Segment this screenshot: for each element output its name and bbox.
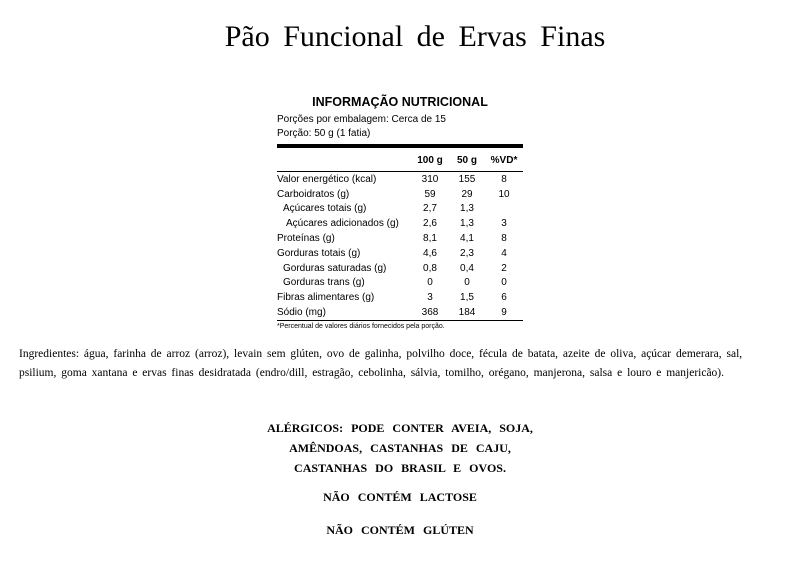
value-vd: 8 [501,173,507,185]
value-vd: 4 [501,247,507,259]
nutrition-row [277,305,523,320]
value-vd: 10 [498,188,510,200]
column-header-100g: 100 g [411,151,449,172]
value-vd [485,202,523,217]
value-vd: 8 [501,233,507,245]
nutrition-row [277,261,523,276]
allergen-line: AMÊNDOAS, CASTANHAS DE CAJU, [289,441,511,455]
value-50g: 2,3 [460,247,474,259]
value-100g: 8,1 [423,233,437,245]
value-100g: 3 [427,292,433,304]
value-vd: 9 [485,305,523,320]
value-100g: 310 [421,173,439,185]
nutrition-header-row [277,151,523,172]
value-50g: 4,1 [460,233,474,245]
allergen-warning [0,418,800,478]
allergen-line: CASTANHAS DO BRASIL E OVOS. [294,461,506,475]
value-50g: 0 [464,277,470,289]
nutrient-label: Gorduras totais (g) [277,247,361,259]
nutrient-label: Açúcares totais (g) [283,203,367,215]
value-100g: 59 [424,188,436,200]
nutrition-row [277,276,523,291]
value-100g: 368 [411,305,449,320]
value-vd: 0 [501,277,507,289]
value-50g: 1,3 [460,203,474,215]
ingredients-text: Ingredientes: água, farinha de arroz (arroz), levain sem glúten, ovo de galinha, polvilho doce, fécula de batata, azeite de oliva, açúcar demerara, sal, psilium, goma xantana e ervas finas desidratada (endro/dill, estragão, cebolinha, sálvia, tomilho, orégano, manjerona, salsa e louro e manjericão). [19,348,743,379]
nutrient-label: Açúcares adicionados (g) [286,218,399,230]
nutrition-row [277,246,523,261]
column-header-50g: 50 g [449,151,485,172]
nutrient-label: Fibras alimentares (g) [277,292,375,304]
nutrient-label: Valor energético (kcal) [277,173,377,185]
lactose-free-claim: NÃO CONTÉM LACTOSE [323,490,477,504]
nutrient-label: Gorduras trans (g) [283,277,365,289]
gluten-free-claim: NÃO CONTÉM GLÚTEN [326,523,474,537]
nutrition-thick-rule [277,144,523,148]
serving-size: Porção: 50 g (1 fatia) [277,128,371,139]
nutrition-row [277,172,523,187]
nutrition-row [277,202,523,217]
value-100g: 2,6 [423,218,437,230]
value-50g: 29 [461,188,473,200]
value-vd: 6 [501,292,507,304]
value-vd: 3 [501,218,507,230]
nutrient-label: Gorduras saturadas (g) [283,262,387,274]
nutrition-footnote: *Percentual de valores diários fornecidos pela porção. [277,322,445,330]
allergen-line: ALÉRGICOS: PODE CONTER AVEIA, SOJA, [267,421,533,435]
nutrition-facts-panel [277,95,523,330]
value-100g: 2,7 [423,203,437,215]
value-100g: 0,8 [423,262,437,274]
value-50g: 1,5 [460,292,474,304]
value-50g: 155 [458,173,476,185]
column-header-label [277,151,411,172]
nutrition-table [277,151,523,321]
value-50g: 184 [449,305,485,320]
value-100g: 0 [427,277,433,289]
product-title: Pão Funcional de Ervas Finas [224,20,606,53]
nutrient-label: Carboidratos (g) [277,188,350,200]
servings-per-package: Porções por embalagem: Cerca de 15 [277,114,446,125]
value-vd: 2 [501,262,507,274]
nutrition-row [277,290,523,305]
nutrition-heading: INFORMAÇÃO NUTRICIONAL [312,95,488,109]
value-50g: 1,3 [460,218,474,230]
nutrient-label: Proteínas (g) [277,233,335,245]
value-100g: 4,6 [423,247,437,259]
column-header-vd: %VD* [485,151,523,172]
nutrition-row [277,187,523,202]
nutrition-row [277,216,523,231]
nutrient-label: Sódio (mg) [277,305,411,320]
value-50g: 0,4 [460,262,474,274]
nutrition-row [277,231,523,246]
